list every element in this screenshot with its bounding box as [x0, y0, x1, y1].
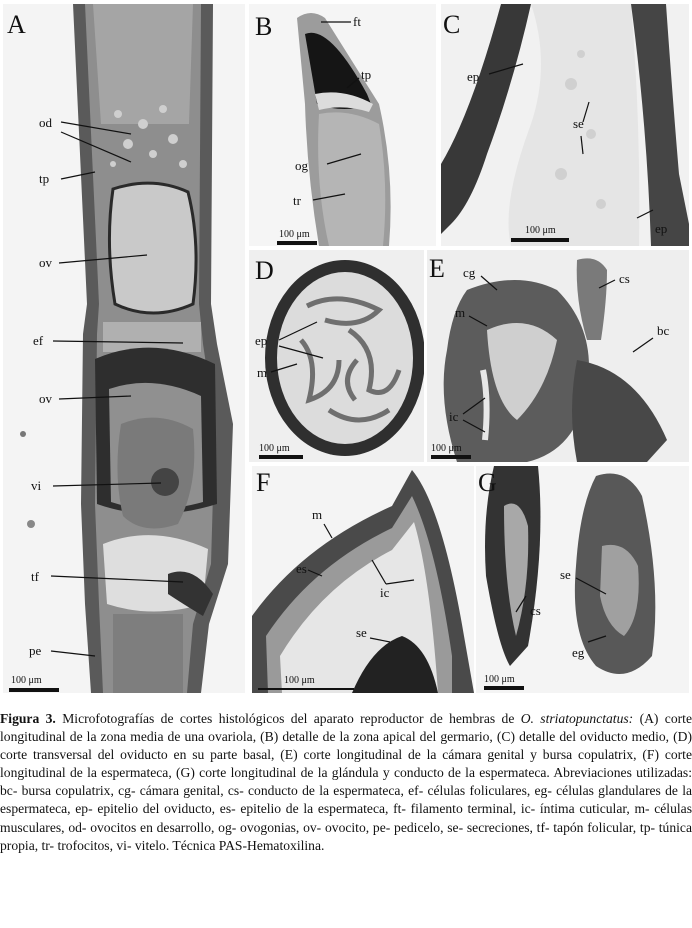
- label-tp-b: tp: [361, 67, 372, 82]
- label-es: es: [296, 561, 307, 576]
- caption-body: (A) corte longitudinal de la zona media de una ovariola, (B) detalle de la zona apical del germario, (C) detalle del oviducto medio, (D) corte transversal del oviducto en su parte basal, (E) corte longitudinal de la cámara genital y bursa copulatrix, (F) corte longitudinal de la espermateca, (G) corte longitudinal de la glándula y conducto de la espermateca. Abreviaciones utilizadas: bc- bursa copulatrix, cg- cámara genital, cs- conducto de la espermateca, ef- células foliculares, eg- células glandulares de la espermateca, ep- epitelio del oviducto, es- epitelio de la espermateca, ft- filamento terminal, ic- íntima cuticular, m- células musculares, od- ovocitos en desarrollo, og- ovogonias, ov- ovocito, pe- pedicelo, se- secreciones, tf- tapón folicular, tp- túnica propia, tr- trofocitos, vi- vitelo. Técnica PAS-Hematoxilina.: [0, 711, 692, 853]
- scale-bar-e: [431, 455, 471, 459]
- label-tf: tf: [31, 569, 39, 584]
- panel-c-micrograph: [441, 4, 689, 246]
- scale-text-f: 100 μm: [284, 675, 315, 686]
- label-ov-2: ov: [39, 391, 52, 406]
- label-se-c: se: [573, 116, 584, 131]
- label-og: og: [295, 158, 308, 173]
- label-ft: ft: [353, 14, 361, 29]
- label-bc: bc: [657, 323, 670, 338]
- panel-f-letter: F: [256, 468, 271, 497]
- panel-g-letter: G: [478, 468, 497, 497]
- label-pe: pe: [29, 643, 42, 658]
- panel-c: [441, 4, 689, 246]
- label-ov-1: ov: [39, 255, 52, 270]
- panel-d: [249, 250, 424, 462]
- scale-bar-g: [484, 686, 524, 690]
- caption-species: O. striatopunctatus:: [520, 711, 634, 726]
- scale-bar-a: [9, 688, 59, 692]
- scale-bar-f: [258, 688, 354, 690]
- caption-intro: Microfotografías de cortes histológicos del aparato reproductor de hembras de: [55, 711, 521, 726]
- panel-e-micrograph: [427, 250, 689, 462]
- label-m-e: m: [455, 305, 466, 320]
- panel-a-letter: A: [7, 10, 26, 39]
- label-tr: tr: [293, 193, 301, 208]
- label-m-f: m: [312, 507, 323, 522]
- panel-b-letter: B: [255, 12, 273, 41]
- label-ic-f: ic: [380, 585, 390, 600]
- panel-a-micrograph: [3, 4, 245, 693]
- label-ef: ef: [33, 333, 44, 348]
- label-ep-d: ep: [255, 333, 268, 348]
- caption-paragraph: [0, 710, 692, 855]
- scale-text-b: 100 μm: [279, 229, 310, 240]
- label-od: od: [39, 115, 52, 130]
- label-eg: eg: [572, 645, 585, 660]
- panel-a: [3, 4, 245, 693]
- label-m-d: m: [257, 365, 268, 380]
- panel-g: [476, 466, 689, 693]
- panel-e: [427, 250, 689, 462]
- label-se-g: se: [560, 567, 571, 582]
- panel-f-micrograph: [252, 466, 474, 693]
- panel-b-micrograph: [249, 4, 436, 246]
- scale-text-g: 100 μm: [484, 674, 515, 685]
- label-cs-g: cs: [530, 603, 541, 618]
- label-se-f: se: [356, 625, 367, 640]
- label-ep-c2: ep: [655, 221, 668, 236]
- panel-d-micrograph: [249, 250, 424, 462]
- panel-d-letter: D: [255, 256, 274, 285]
- panel-e-letter: E: [429, 254, 445, 283]
- panel-c-letter: C: [443, 10, 461, 39]
- scale-text-d: 100 μm: [259, 443, 290, 454]
- scale-text-e: 100 μm: [431, 443, 462, 454]
- caption-figure-label: Figura 3.: [0, 711, 56, 726]
- scale-bar-b: [277, 241, 317, 245]
- label-ep-c1: ep: [467, 69, 480, 84]
- panel-f: [252, 466, 474, 693]
- scale-text-a: 100 μm: [11, 675, 42, 686]
- label-vi: vi: [31, 478, 42, 493]
- scale-bar-d: [259, 455, 303, 459]
- label-ic-e: ic: [449, 409, 459, 424]
- label-cs-e: cs: [619, 271, 630, 286]
- label-tp: tp: [39, 171, 50, 186]
- panel-b: [249, 4, 436, 246]
- label-cg: cg: [463, 265, 476, 280]
- figure-caption: [0, 710, 692, 920]
- scale-bar-c: [511, 238, 569, 242]
- scale-text-c: 100 μm: [525, 225, 556, 236]
